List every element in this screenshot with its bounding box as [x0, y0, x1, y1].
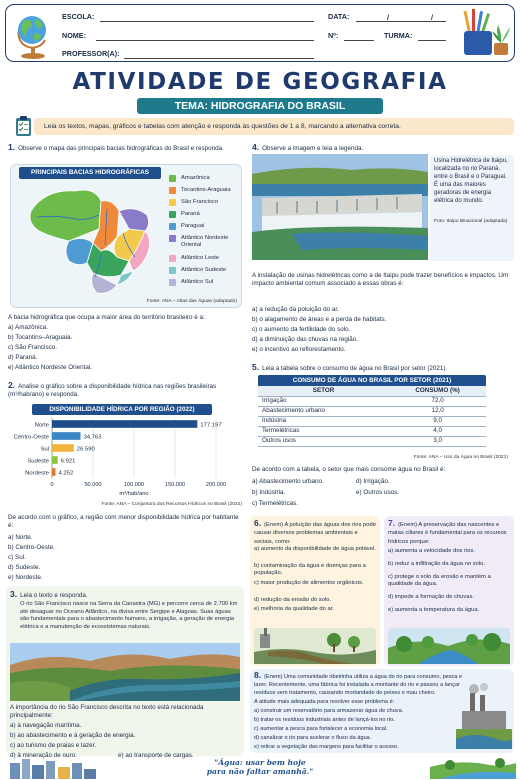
- question-3-question: A importância do rio São Francisco descrita no texto está relacionada principalmente:: [10, 704, 204, 720]
- itaipu-caption-box: [430, 155, 514, 261]
- chart-x-tick-label: 50.000: [84, 482, 102, 488]
- basins-map-card: PRINCIPAIS BACIAS HIDROGRÁFICAS Amazônica Tocantins-Araguaia São Francisco Paraná Paraguai Atlântico Nordeste Oriental Atlântico Leste Atlântico Sudeste Atlântico Sul Fonte: ANA – Atlas das Águas (adaptado): [10, 164, 242, 308]
- instructions-banner: Leia os textos, mapas, gráficos e tabelas com atenção e responda às questões de 1 a 8, marcando a alternativa correta.: [34, 118, 514, 135]
- question-7-prompt: 7. (Enem) A preservação das nascentes e matas ciliares é fundamental para os recursos hídricos porque:: [388, 518, 507, 545]
- footer-slogan: "Água: usar bem hoje para não faltar amanhã.": [206, 758, 314, 777]
- q7-option-b[interactable]: b) reduz a infiltração da água no solo.: [388, 561, 485, 567]
- table-header: SETOR: [258, 386, 389, 396]
- question-4-prompt: 4. Observe a imagem e leia a legenda.: [252, 142, 364, 152]
- page-title: ATIVIDADE DE GEOGRAFIA: [72, 69, 448, 95]
- chart-value-label: 34.763: [83, 434, 102, 441]
- question-2-prompt: 2. Analise o gráfico sobre a disponibilidade hídrica nas regiões brasileiras (m³/hab/ano) e responda.: [8, 380, 217, 399]
- q7-option-e[interactable]: e) aumenta a temperatura da água.: [388, 607, 480, 613]
- checklist-icon: [14, 115, 34, 137]
- q3-option-e[interactable]: e) ao transporte de cargas.: [118, 752, 194, 759]
- consumption-table: [258, 386, 486, 447]
- legend-swatch: [169, 187, 176, 194]
- legend-swatch: [169, 279, 176, 286]
- q2-option-c[interactable]: c) Sul.: [8, 554, 26, 561]
- chart-value-label: 177.197: [200, 422, 222, 429]
- class-field[interactable]: [418, 40, 446, 41]
- q2-option-b[interactable]: b) Centro-Oeste.: [8, 544, 55, 551]
- chart-bar: [52, 456, 58, 464]
- legend-swatch: [169, 255, 176, 262]
- q6-option-d[interactable]: d) redução da erosão do solo.: [254, 597, 332, 603]
- chart-bar: [52, 444, 74, 452]
- pencil-cup-plant-icon: [458, 9, 512, 59]
- name-label: NOME:: [62, 31, 86, 40]
- legend-swatch: [169, 175, 176, 182]
- date-slashes: / /: [387, 13, 453, 22]
- polluted-river-illustration: [254, 628, 376, 664]
- q3-option-b[interactable]: b) ao abastecimento e à geração de energia.: [10, 732, 136, 739]
- question-1-prompt: 1. Observe o mapa das principais bacias hidrográficas do Brasil e responda.: [8, 142, 224, 152]
- q1-option-d[interactable]: d) Paraná.: [8, 354, 38, 361]
- q8-option-b[interactable]: b) tratar os resíduos industriais antes de lançá-los no rio.: [254, 717, 395, 723]
- school-field[interactable]: [100, 21, 314, 22]
- river-landscape-icon: [430, 755, 516, 779]
- q5-option-c[interactable]: c) Termelétricas.: [252, 500, 299, 507]
- q2-option-d[interactable]: d) Sudeste.: [8, 564, 41, 571]
- map-source: Fonte: ANA – Atlas das Águas (adaptado): [146, 298, 237, 304]
- legend-swatch: [169, 223, 176, 230]
- chart-source: Fonte: ANA – Conjuntura dos Recursos Hídricos no Brasil (2022): [101, 502, 242, 507]
- q8-option-d[interactable]: d) canalizar o rio para acelerar o fluxo da água.: [254, 735, 372, 741]
- map-title: PRINCIPAIS BACIAS HIDROGRÁFICAS: [19, 167, 161, 179]
- q4-option-c[interactable]: c) o aumento da fertilidade do solo.: [252, 326, 351, 333]
- q6-option-c[interactable]: c) maior produção de alimentos orgânicos.: [254, 580, 364, 586]
- q3-option-a[interactable]: a) à navegação marítima.: [10, 722, 82, 729]
- question-8-card: [250, 669, 514, 753]
- q7-option-d[interactable]: d) impede a formação de chuvas.: [388, 594, 475, 600]
- q6-options: [254, 546, 378, 615]
- number-label: Nº:: [328, 31, 339, 40]
- table-title: CONSUMO DE ÁGUA NO BRASIL POR SETOR (2021): [258, 375, 486, 386]
- chart-category-label: Norte: [34, 422, 49, 429]
- question-5-prompt: 5. Leia a tabela sobre o consumo de água no Brasil por setor (2021).: [252, 362, 448, 372]
- q4-option-b[interactable]: b) o alagamento de áreas e a perda de habitats.: [252, 316, 387, 323]
- chart-x-tick-label: 150.000: [164, 482, 186, 488]
- question-3-prompt: 3. Leia o texto e responda.: [10, 589, 88, 599]
- chart-value-label: 26.590: [76, 446, 95, 453]
- q7-option-c[interactable]: c) protege o solo da erosão e mantém a qualidade da água.: [388, 574, 491, 588]
- school-label: ESCOLA:: [62, 12, 95, 21]
- question-1-text: A bacia hidrográfica que ocupa a maior área do território brasileiro é a:: [8, 314, 205, 321]
- q5-option-e[interactable]: e) Outros usos.: [356, 489, 400, 496]
- q6-option-b[interactable]: b) contaminação da água e doenças para a população.: [254, 563, 366, 577]
- riparian-forest-illustration: [388, 628, 510, 664]
- student-info-header: [5, 4, 515, 62]
- table-header: CONSUMO (%): [389, 386, 486, 396]
- theme-banner: TEMA: HIDROGRAFIA DO BRASIL: [137, 98, 383, 114]
- chart-category-label: Centro-Oeste: [13, 434, 49, 441]
- chart-x-tick-label: 100.000: [123, 482, 145, 488]
- chart-bar: [52, 432, 81, 440]
- question-6-card: [250, 516, 380, 666]
- factory-river-illustration: [456, 683, 512, 749]
- chart-category-label: Sudeste: [27, 458, 49, 465]
- itaipu-photo-credit: Foto: Itaipu Binacional (adaptada): [434, 219, 508, 225]
- q7-option-a[interactable]: a) aumenta a velocidade dos rios.: [388, 548, 476, 554]
- q7-options: [388, 548, 512, 617]
- sao-francisco-river-photo: [10, 643, 240, 701]
- chart-value-label: 4.252: [58, 470, 74, 477]
- globe-icon: [13, 10, 53, 60]
- q3-option-d[interactable]: d) à mineração de ouro.: [10, 752, 77, 759]
- question-4-text: A instalação de usinas hidrelétricas como a de Itaipu pode trazer benefícios e impactos. Um impacto ambiental comum associado a essas obras é:: [252, 272, 509, 288]
- table-row: Abastecimento urbano 12,0: [258, 406, 486, 416]
- legend-swatch: [169, 235, 176, 242]
- question-3-card: [6, 586, 244, 759]
- question-3-text: O rio São Francisco nasce na Serra da Canastra (MG) e percorre cerca de 2.700 km até desaguar no Oceano Atlântico, na divisa entre Sergipe e Alagoas. Suas águas são fundamentais para o abastecimento humano, a irrigação, a geração de energia elétrica e a manutenção de ecossistemas naturais.: [20, 601, 238, 630]
- water-consumption-table: [258, 375, 486, 447]
- date-label: DATA:: [328, 12, 350, 21]
- q2-option-a[interactable]: a) Norte.: [8, 534, 33, 541]
- q5-option-d[interactable]: d) Irrigação.: [356, 478, 390, 485]
- table-row: Termelétricas 4,0: [258, 426, 486, 436]
- teacher-field[interactable]: [124, 58, 314, 59]
- question-8-question: A atitude mais adequada para resolver esse problema é:: [254, 699, 395, 705]
- chart-category-label: Sul: [40, 446, 49, 453]
- question-8-prompt: 8. (Enem) Uma comunidade ribeirinha utiliza a água do rio para consumo, pesca e lazer. Recentemente, uma fábrica foi instalada a montante do rio e passou a lançar resíduos sem tratamento, causando mortandade de peixes e mau cheiro.: [254, 670, 463, 697]
- q3-option-c[interactable]: c) ao turismo de praias e lazer.: [10, 742, 97, 749]
- question-7-card: [384, 516, 514, 666]
- name-field[interactable]: [96, 40, 314, 41]
- q4-option-e[interactable]: e) o incentivo ao reflorestamento.: [252, 346, 346, 353]
- q2-option-e[interactable]: e) Nordeste.: [8, 574, 43, 581]
- table-row: Irrigação 72,0: [258, 396, 486, 406]
- class-label: TURMA:: [384, 31, 413, 40]
- q4-option-d[interactable]: d) a diminuição das chuvas na região.: [252, 336, 359, 343]
- q8-option-a[interactable]: a) construir um reservatório para armazenar água de chuva.: [254, 708, 404, 714]
- chart-x-axis-label: m³/hab/ano: [119, 491, 149, 497]
- q1-option-c[interactable]: c) São Francisco.: [8, 344, 57, 351]
- question-5-text: De acordo com a tabela, o setor que mais consome água no Brasil é:: [252, 466, 446, 473]
- q6-option-a[interactable]: a) aumento da disponibilidade de água potável.: [254, 546, 376, 552]
- chart-bar: [52, 420, 197, 428]
- brazil-basins-map: [17, 181, 165, 299]
- table-row: Indústria 9,0: [258, 416, 486, 426]
- teacher-label: PROFESSOR(A):: [62, 49, 120, 58]
- legend-swatch: [169, 211, 176, 218]
- question-6-prompt: 6. (Enem) A poluição das águas dos rios pode causar diversos problemas ambientais e sociais, como:: [254, 518, 376, 545]
- chart-x-tick-label: 200.000: [205, 482, 227, 488]
- chart-category-label: Nordeste: [25, 470, 49, 477]
- legend-swatch: [169, 267, 176, 274]
- number-field[interactable]: [344, 40, 374, 41]
- q8-option-c[interactable]: c) aumentar a pesca para fortalecer a economia local.: [254, 726, 388, 732]
- q1-option-b[interactable]: b) Tocantins–Araguaia.: [8, 334, 73, 341]
- water-availability-chart: [6, 416, 242, 502]
- itaipu-caption: Usina Hidrelétrica de Itaipu, localizada no rio Paraná, entre o Brasil e o Paraguai. É uma das maiores geradoras de energia elétrica do mundo.: [434, 158, 508, 204]
- q1-option-a[interactable]: a) Amazônica.: [8, 324, 48, 331]
- q4-option-a[interactable]: a) a redução da poluição do ar.: [252, 306, 339, 313]
- question-2-text: De acordo com o gráfico, a região com menor disponibilidade hídrica por habitante é:: [8, 514, 239, 530]
- chart-title: DISPONIBILIDADE HÍDRICA POR REGIÃO (2022): [32, 404, 212, 415]
- table-source: Fonte: ANA – Uso da Água no Brasil (2021): [413, 455, 508, 460]
- table-row: Outros usos 3,0: [258, 436, 486, 446]
- chart-x-tick-label: 0: [50, 482, 54, 488]
- chart-value-label: 6.921: [60, 458, 76, 465]
- q5-option-a[interactable]: a) Abastecimento urbano.: [252, 478, 324, 485]
- legend-swatch: [169, 199, 176, 206]
- q6-option-e[interactable]: e) melhoria da qualidade do ar.: [254, 606, 334, 612]
- itaipu-dam-photo: [252, 154, 428, 260]
- q5-option-b[interactable]: b) Indústria.: [252, 489, 286, 496]
- chart-bar: [52, 468, 55, 476]
- q1-option-e[interactable]: e) Atlântico Nordeste Oriental.: [8, 364, 92, 371]
- q8-option-e[interactable]: e) retirar a vegetação das margens para facilitar o acesso.: [254, 744, 399, 750]
